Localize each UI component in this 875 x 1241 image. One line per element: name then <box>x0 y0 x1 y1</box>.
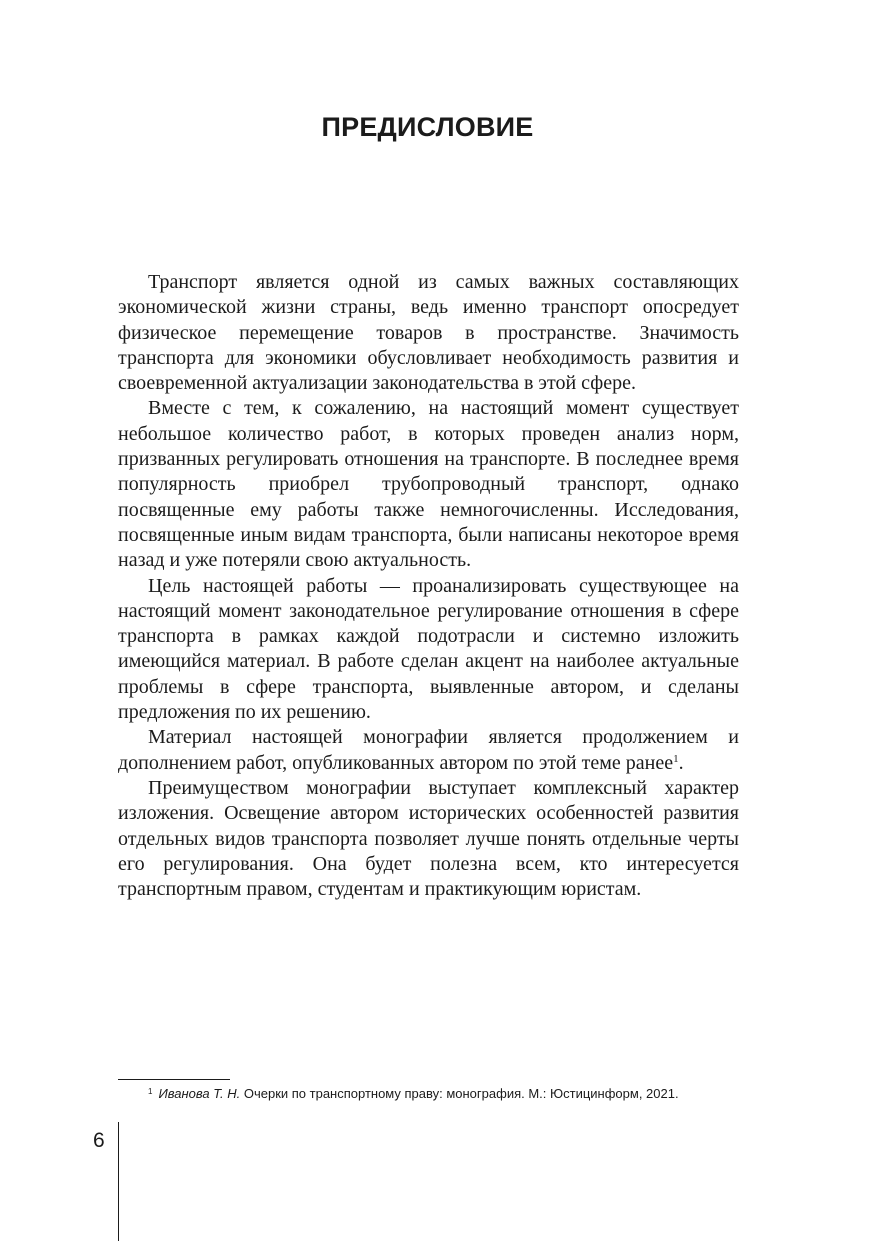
paragraph: Транспорт является одной из самых важных составляющих экономической жизни страны, ведь именно транспорт опосредует физическое перемещение товаров в пространстве. Значимость транспорта для экономики обусловливает необходимость развития и своевременной актуализации законодательства в этой сфере. <box>118 271 739 395</box>
paragraph-with-footnote <box>118 725 739 776</box>
paragraph: Вместе с тем, к сожалению, на настоящий момент существует небольшое количество работ, в которых проведен анализ норм, призванных регулировать отношения на транспорте. В последнее время популярность приобрел трубопроводный транспорт, однако посвященные ему работы также немногочисленны. Исследования, посвященные иным видам транспорта, были написаны некоторое время назад и уже потеряли свою актуальность. <box>118 397 739 572</box>
paragraph-text: Материал настоящей монографии является продолжением и дополнением работ, опубликованных автором по этой теме ранее <box>118 726 739 774</box>
footnote-text: Очерки по транспортному праву: монография. М.: Юстицинформ, 2021. <box>243 1086 679 1101</box>
footnote-divider <box>118 1079 230 1080</box>
footnote-mark: 1 <box>148 1087 153 1096</box>
footnote <box>148 1086 748 1102</box>
body-text <box>118 270 739 902</box>
margin-divider <box>118 1122 119 1241</box>
page-number: 6 <box>93 1129 105 1152</box>
footnote-reference[interactable]: 1 <box>673 752 679 765</box>
paragraph: Преимуществом монографии выступает комплексный характер изложения. Освещение автором исторических особенностей развития отдельных видов транспорта позволяет лучше понять отдельные черты его регулирования. Она будет полезна всем, кто интересуется транспортным правом, студентам и практикующим юристам. <box>118 776 739 901</box>
paragraph: Цель настоящей работы — проанализировать существующее на настоящий момент законодательное регулирование отношения в сфере транспорта в рамках каждой подотрасли и системно изложить имеющийся материал. В работе сделан акцент на наиболее актуальные проблемы в сфере транспорта, выявленные автором, и сделаны предложения по их решению. <box>118 574 739 724</box>
page-title: ПРЕДИСЛОВИЕ <box>321 112 534 142</box>
paragraph-text-end: . <box>678 751 684 774</box>
footnote-author: Иванова Т. Н. <box>158 1086 241 1101</box>
